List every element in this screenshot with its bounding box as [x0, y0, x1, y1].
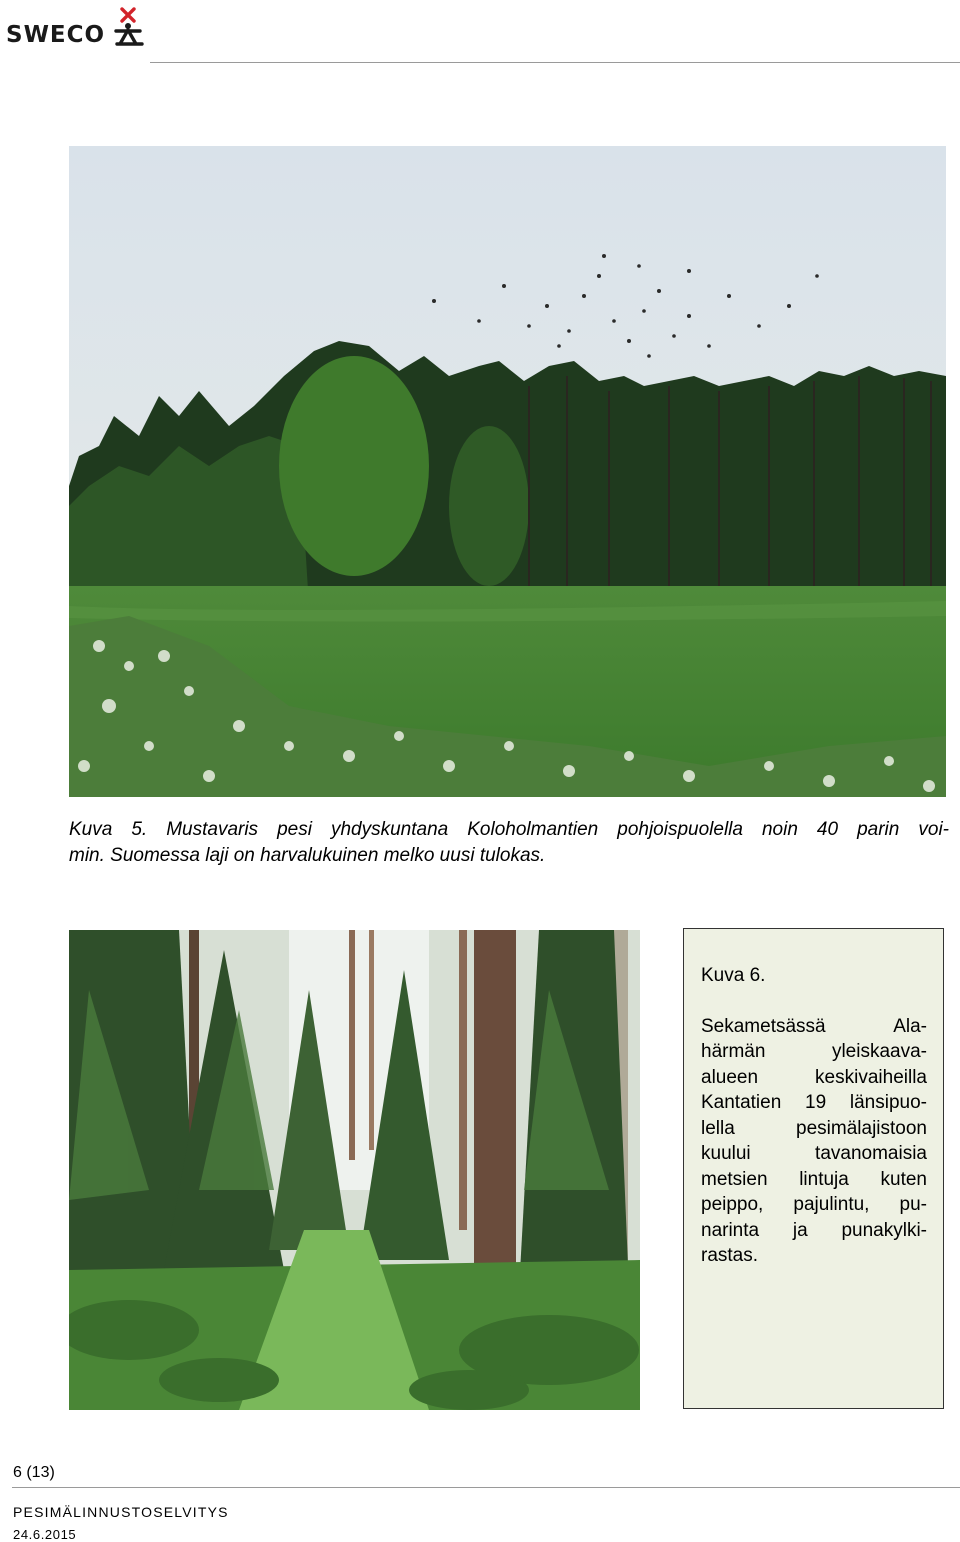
figure5-caption [69, 817, 949, 869]
caption-line: lella pesimälajistoon [701, 1117, 927, 1139]
sweco-figure-icon [112, 4, 146, 48]
caption-line: härmän yleiskaava- [701, 1041, 927, 1062]
page-number: 6 (13) [13, 1464, 55, 1481]
figure5-caption-line2: min. Suomessa laji on harvalukuinen melko uusi tulokas. [69, 845, 546, 866]
document-date: 24.6.2015 [13, 1527, 77, 1542]
logo-text: SWECO [6, 22, 106, 48]
caption-line: kuului tavanomaisia [701, 1143, 927, 1164]
caption-line: Kantatien 19 länsipuo- [701, 1092, 927, 1113]
sweco-logo [6, 4, 146, 50]
figure6-caption-box [683, 928, 944, 1409]
photo-mixed-forest [69, 930, 640, 1410]
caption-line: metsien lintuja kuten [701, 1168, 927, 1190]
figure5-caption-line1: Kuva 5. Mustavaris pesi yhdyskuntana Koloholmantien pohjoispuolella noin 40 parin voi- [69, 819, 949, 840]
caption-line: peippo, pajulintu, pu- [701, 1194, 927, 1215]
footer-divider [12, 1487, 960, 1488]
photo-rook-colony-field [69, 146, 946, 797]
caption-line: rastas. [701, 1245, 759, 1266]
caption-line: narinta ja punakylki- [701, 1219, 927, 1241]
header-divider [150, 62, 960, 63]
figure6-title: Kuva 6. [701, 965, 766, 986]
figure6-caption-text [701, 1014, 927, 1269]
caption-line: alueen keskivaiheilla [701, 1066, 927, 1088]
caption-line: Sekametsässä Ala- [701, 1015, 927, 1037]
document-title: PESIMÄLINNUSTOSELVITYS [13, 1504, 229, 1520]
